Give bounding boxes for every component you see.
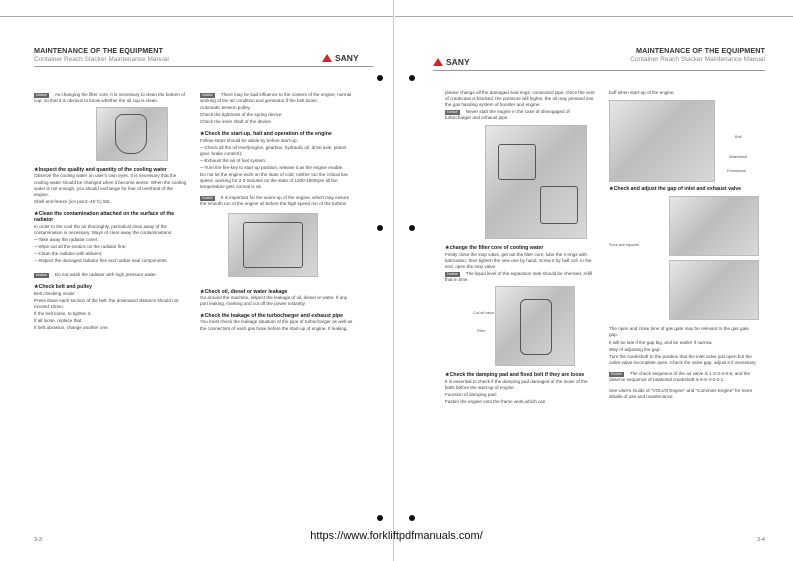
section-heading: ★Check oil, diesel or water leakage bbox=[200, 288, 288, 295]
engine-block-shape bbox=[243, 222, 303, 268]
engine-figure bbox=[228, 213, 318, 277]
page-header-title: MAINTENANCE OF THE EQUIPMENT bbox=[636, 46, 765, 55]
binding-hole bbox=[409, 515, 415, 521]
paragraph: You must check the leakage situation of the pipe of turbocharger as well as the connectors of each gas hose before the start-up of engine. If leaking, bbox=[200, 319, 353, 331]
figure-label: Framework bbox=[727, 169, 746, 174]
notice-badge: Notice bbox=[36, 273, 47, 278]
paragraph: If the belt loose, to tighten it. bbox=[34, 310, 92, 316]
filter-figure-area bbox=[445, 286, 597, 366]
notice-paragraph: Notice The check sequence of the air valve is 1-2-3-4-5-6, and the observe sequence of rotational crankshaft is 6-5-4-3-2-1. bbox=[609, 370, 751, 383]
page-number: 3-3 bbox=[34, 537, 42, 543]
notice-badge: Notice bbox=[202, 93, 213, 97]
paragraph: —Check all the oil level(engine, gearbox, hydraulic oil, drive axle, planet gear, brake content); bbox=[200, 144, 347, 156]
rocker-arm-figure bbox=[669, 196, 759, 256]
top-divider bbox=[0, 0, 393, 17]
paragraph: Do not let the engine work on the state of cold; neither too the critical low speed, working for 2-3 minutes on the state of 1200-1500rpm till the temperature gets normal is ok. bbox=[200, 172, 348, 190]
paragraph: See User's Guids of "VOLVO Engine" and "Cummins Engine" for more details of use and maintenance. bbox=[609, 388, 753, 400]
page-header-subtitle: Container Reach Stacker Maintenance Manual bbox=[630, 56, 765, 63]
paragraph: —Turn the fire-key to start-up position, release it as the engine enable. bbox=[200, 165, 344, 171]
left-column-2 bbox=[200, 92, 355, 333]
damping-figure-area bbox=[609, 100, 759, 180]
header-rule bbox=[34, 66, 373, 67]
paragraph: Check the tightness of the spring device. bbox=[200, 112, 283, 118]
notice-badge: Notice bbox=[447, 272, 458, 277]
paragraph: If belt abrasion, change another one. bbox=[34, 324, 109, 330]
page-header-subtitle: Container Reach Stacker Maintenance Manual bbox=[34, 56, 169, 63]
section-heading: ★Clean the contamination attached on the surface of the radiator bbox=[34, 210, 175, 224]
paragraph: Observe the cooling water on user's own eyes. It is necessary that the cooling water should be changed when it become worse. When the cooling water is not enough, you should exchange for fear of overheat of the engine. bbox=[34, 173, 187, 197]
section-heading: ★Check and adjust the gap of inlet and exhaust valve bbox=[609, 186, 742, 193]
paragraph: Way of adjusting the gap: bbox=[609, 346, 661, 352]
pipe-highlight-box bbox=[540, 186, 578, 224]
notice-badge: Notice bbox=[202, 195, 213, 200]
list-item: —Wipe out all the exotics on the radiator fine; bbox=[34, 243, 127, 249]
paragraph: —Exhaust the air of fuel system; bbox=[200, 158, 267, 164]
paragraph: Turn the crankshaft to the position that the inlet valve just open but the outlet valve incomplete open. Check the valve gap, adjust it if necessary. bbox=[609, 353, 757, 365]
water-filter-figure bbox=[495, 286, 575, 366]
figure-label: Washband bbox=[729, 155, 748, 160]
section-heading: ★Inspect the quality and quantity of the cooling water bbox=[34, 167, 167, 174]
notice-paragraph: Notice Never start the engine in the case of disengaged of turbocharger and exhaust pipe. bbox=[445, 109, 570, 121]
brand-logo: SANY bbox=[322, 53, 359, 63]
top-divider bbox=[395, 0, 793, 17]
source-url: https://www.forkliftpdfmanuals.com/ bbox=[310, 530, 483, 542]
notice-badge: Notice bbox=[611, 371, 622, 376]
section-heading: ★change the filter core of cooling water bbox=[445, 245, 544, 252]
paragraph: Function of damping pad: bbox=[445, 391, 497, 397]
oil-cup-shape bbox=[115, 114, 147, 154]
notice-badge: Notice bbox=[447, 110, 458, 115]
brand-logo: SANY bbox=[433, 57, 470, 67]
paragraph: Automatic tension pulley. bbox=[200, 105, 251, 111]
right-column-2 bbox=[609, 90, 759, 401]
paragraph: buff when start-up of the engine. bbox=[609, 90, 675, 95]
paragraph: please change all the damaged seal rings, connected pipe. Once the vent of crankcase is blocked, the pressure will higher, the oil may pressed into the gas handing system of booster and engine. bbox=[445, 90, 595, 108]
binding-hole bbox=[377, 225, 383, 231]
figure-label: Cut-off valve bbox=[473, 311, 495, 316]
notice-paragraph: Notice It is important for the warm-up of the engine, which may ensure the smooth run of the engine oil before the high speed run of the turbine. bbox=[200, 194, 350, 206]
turbocharger-figure bbox=[485, 125, 587, 239]
oil-cup-figure bbox=[96, 107, 168, 161]
notice-paragraph: Notice The liquid level of the expansion tank should be checked, refill that in time. bbox=[445, 271, 592, 283]
notice-paragraph: Notice Do not wash the radiator with high pressure water. bbox=[36, 272, 157, 278]
brand-logo-icon bbox=[322, 54, 332, 62]
list-item: —Clean the radiator with abluent; bbox=[34, 250, 103, 256]
left-page bbox=[0, 0, 394, 561]
paragraph: Follow steps should be abide by before start-up: bbox=[200, 137, 298, 143]
paragraph: Press down each section of the belt, the downward distance should not exceed 10mm. bbox=[34, 297, 179, 309]
notice-badge: Notice bbox=[36, 93, 47, 97]
right-column-1 bbox=[445, 90, 597, 406]
paragraph: Go around the machine, inspect the leakage of oil, diesel or water. If any part leaking, marking and cut off the power instantly. bbox=[200, 295, 348, 307]
valve-figure-area bbox=[609, 196, 759, 320]
figure-label: Rock arm tappets bbox=[609, 243, 639, 248]
section-heading: ★Check the start-up, halt and operation of the engine bbox=[200, 131, 332, 138]
list-item: —Take away the radiator cover; bbox=[34, 236, 99, 242]
paragraph: The open and close time of gas gate may be relevant to the gas gate gap. bbox=[609, 326, 749, 338]
paragraph: It is essential to check if the damping pad damaged or the loose of the bolts before the start-up of engine. bbox=[445, 378, 588, 390]
paragraph: Belt checking mode: bbox=[34, 290, 76, 296]
notice-paragraph: Notice There may be bad influence to the content of the engine, normal working of the air condition and generator if the belt loose. bbox=[200, 92, 352, 104]
left-column-1 bbox=[34, 92, 189, 332]
paragraph: Fasten the engine onto the frame work,which can bbox=[445, 398, 546, 404]
page-header-title: MAINTENANCE OF THE EQUIPMENT bbox=[34, 46, 163, 55]
paragraph: If all loose, replace that. bbox=[34, 317, 83, 323]
figure-label: Bolt bbox=[735, 135, 742, 140]
paragraph: Check the inner shaft of the device. bbox=[200, 119, 273, 125]
brand-logo-icon bbox=[433, 58, 443, 66]
turbo-highlight-box bbox=[498, 144, 536, 180]
section-heading: ★Check belt and pulley bbox=[34, 284, 92, 291]
section-heading: ★Check the damping pad and fixed bolt if they are loose bbox=[445, 372, 585, 379]
header-rule bbox=[433, 70, 765, 71]
section-heading: ★Check the leakage of the turbocharger and exhaust pipe bbox=[200, 313, 344, 320]
right-page bbox=[395, 0, 793, 561]
paragraph: Firstly close the stop valve, get out the filter core, lube the o-rings with lubrication, then tighten the new one by hand, screw it by half coil. In the end, open the stop valve. bbox=[445, 251, 592, 269]
list-item: —Inspect the damaged radiator fine and rubber seal components. bbox=[34, 258, 168, 264]
valve-gap-figure bbox=[669, 260, 759, 320]
paragraph: In order to the cool the air thoroughly, periodical clear away of the contamination is necessary. Ways of clear away the contaminations: bbox=[34, 223, 173, 235]
page-number: 3-4 bbox=[757, 537, 765, 543]
paragraph: It will be late if the gap big, and be earlier if narrow. bbox=[609, 339, 713, 345]
filter-canister-shape bbox=[520, 299, 552, 355]
figure-label: Filter bbox=[477, 329, 486, 334]
binding-hole bbox=[409, 75, 415, 81]
binding-hole bbox=[377, 75, 383, 81]
damping-pad-figure bbox=[609, 100, 715, 182]
paragraph: Shell anti-freeze (ice point:-45°C) 50L. bbox=[34, 198, 112, 204]
binding-hole bbox=[377, 515, 383, 521]
binding-hole bbox=[409, 225, 415, 231]
notice-paragraph: Notice As changing the filter core, it is necessary to clean the bottom of cup, so that it is obvious to know whether the oil cup is clean. bbox=[34, 92, 185, 104]
